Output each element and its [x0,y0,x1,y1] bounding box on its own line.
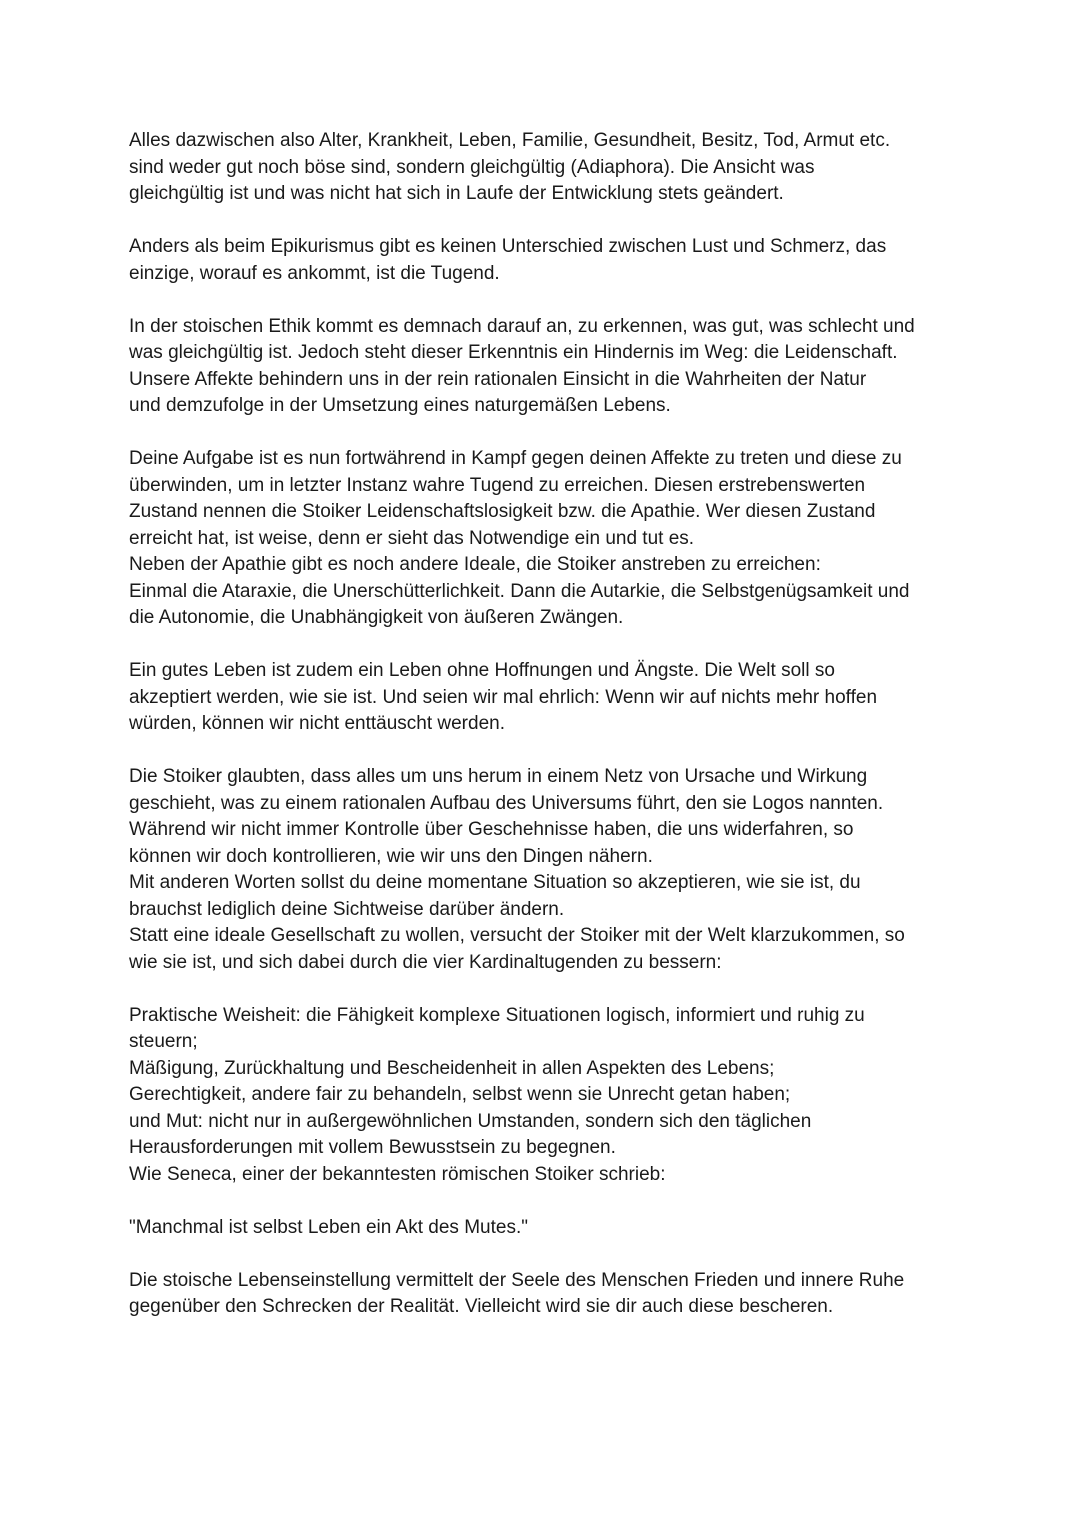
paragraph-epikurismus [129,234,989,287]
text-line: Einmal die Ataraxie, die Unerschütterlichkeit. Dann die Autarkie, die Selbstgenügsamkeit und [129,580,910,602]
text-line: Praktische Weisheit: die Fähigkeit komplexe Situationen logisch, informiert und ruhig zu [129,1004,865,1026]
paragraph-seneca-quote [129,1215,989,1242]
text-line: Statt eine ideale Gesellschaft zu wollen, versucht der Stoiker mit der Welt klarzukommen, so [129,925,905,946]
text-line: würden, können wir nicht enttäuscht werden. [129,713,505,734]
paragraph-stoische-ethik [129,314,989,420]
text-line: können wir doch kontrollieren, wie wir uns den Dingen nähern. [129,845,653,867]
text-line: Während wir nicht immer Kontrolle über Geschehnisse haben, die uns widerfahren, so [129,819,854,840]
text-line: was gleichgültig ist. Jedoch steht dieser Erkenntnis ein Hindernis im Weg: die Leidenschaft. [129,342,898,363]
paragraph-apathie [129,446,989,632]
text-line: Anders als beim Epikurismus gibt es keinen Unterschied zwischen Lust und Schmerz, das [129,236,887,257]
paragraph-conclusion [129,1268,989,1321]
text-line: Die stoische Lebenseinstellung vermittelt der Seele des Menschen Frieden und innere Ruhe [129,1269,905,1291]
text-line: akzeptiert werden, wie sie ist. Und seien wir mal ehrlich: Wenn wir auf nichts mehr hoffen [129,686,878,708]
text-line: Ein gutes Leben ist zudem ein Leben ohne Hoffnungen und Ängste. Die Welt soll so [129,660,835,681]
text-line: und Mut: nicht nur in außergewöhnlichen Umstanden, sondern sich den täglichen [129,1110,812,1132]
text-line: gleichgültig ist und was nicht hat sich in Laufe der Entwicklung stets geändert. [129,183,784,204]
text-line: Wie Seneca, einer der bekanntesten römischen Stoiker schrieb: [129,1163,666,1185]
text-line: die Autonomie, die Unabhängigkeit von äußeren Zwängen. [129,607,624,628]
text-line: sind weder gut noch böse sind, sondern gleichgültig (Adiaphora). Die Ansicht was [129,156,815,178]
text-line: Mäßigung, Zurückhaltung und Bescheidenheit in allen Aspekten des Lebens; [129,1057,775,1079]
text-line: Unsere Affekte behindern uns in der rein rationalen Einsicht in die Wahrheiten der Natur [129,368,867,390]
paragraph-kardinaltugenden [129,1003,989,1189]
paragraph-adiaphora [129,128,989,208]
text-line: steuern; [129,1031,198,1052]
text-line: Mit anderen Worten sollst du deine momentane Situation so akzeptieren, wie sie ist, du [129,872,861,893]
paragraph-gutes-leben [129,658,989,738]
paragraph-logos [129,764,989,976]
text-line: brauchst lediglich deine Sichtweise darüber ändern. [129,898,565,920]
text-line: erreicht hat, ist weise, denn er sieht das Notwendige ein und tut es. [129,527,695,549]
text-line: einzige, worauf es ankommt, ist die Tugend. [129,262,500,284]
text-line: Herausforderungen mit vollem Bewusstsein zu begegnen. [129,1137,616,1158]
text-line: Gerechtigkeit, andere fair zu behandeln, selbst wenn sie Unrecht getan haben; [129,1084,791,1105]
text-line: Alles dazwischen also Alter, Krankheit, Leben, Familie, Gesundheit, Besitz, Tod, Armut etc. [129,130,891,151]
text-line: Zustand nennen die Stoiker Leidenschaftslosigkeit bzw. die Apathie. Wer diesen Zustand [129,501,876,522]
text-line: Neben der Apathie gibt es noch andere Ideale, die Stoiker anstreben zu erreichen: [129,554,821,575]
document-page [129,128,989,1347]
quote-line: "Manchmal ist selbst Leben ein Akt des Mutes." [129,1216,528,1238]
text-line: Deine Aufgabe ist es nun fortwährend in Kampf gegen deinen Affekte zu treten und diese zu [129,448,902,469]
text-line: wie sie ist, und sich dabei durch die vier Kardinaltugenden zu bessern: [129,951,722,973]
text-line: Die Stoiker glaubten, dass alles um uns herum in einem Netz von Ursache und Wirkung [129,766,868,787]
text-line: überwinden, um in letzter Instanz wahre Tugend zu erreichen. Diesen erstrebenswerten [129,474,866,496]
text-line: und demzufolge in der Umsetzung eines naturgemäßen Lebens. [129,395,671,416]
text-line: gegenüber den Schrecken der Realität. Vielleicht wird sie dir auch diese bescheren. [129,1296,834,1317]
text-line: In der stoischen Ethik kommt es demnach darauf an, zu erkennen, was gut, was schlecht und [129,315,915,337]
text-line: geschieht, was zu einem rationalen Aufbau des Universums führt, den sie Logos nannten. [129,792,884,814]
